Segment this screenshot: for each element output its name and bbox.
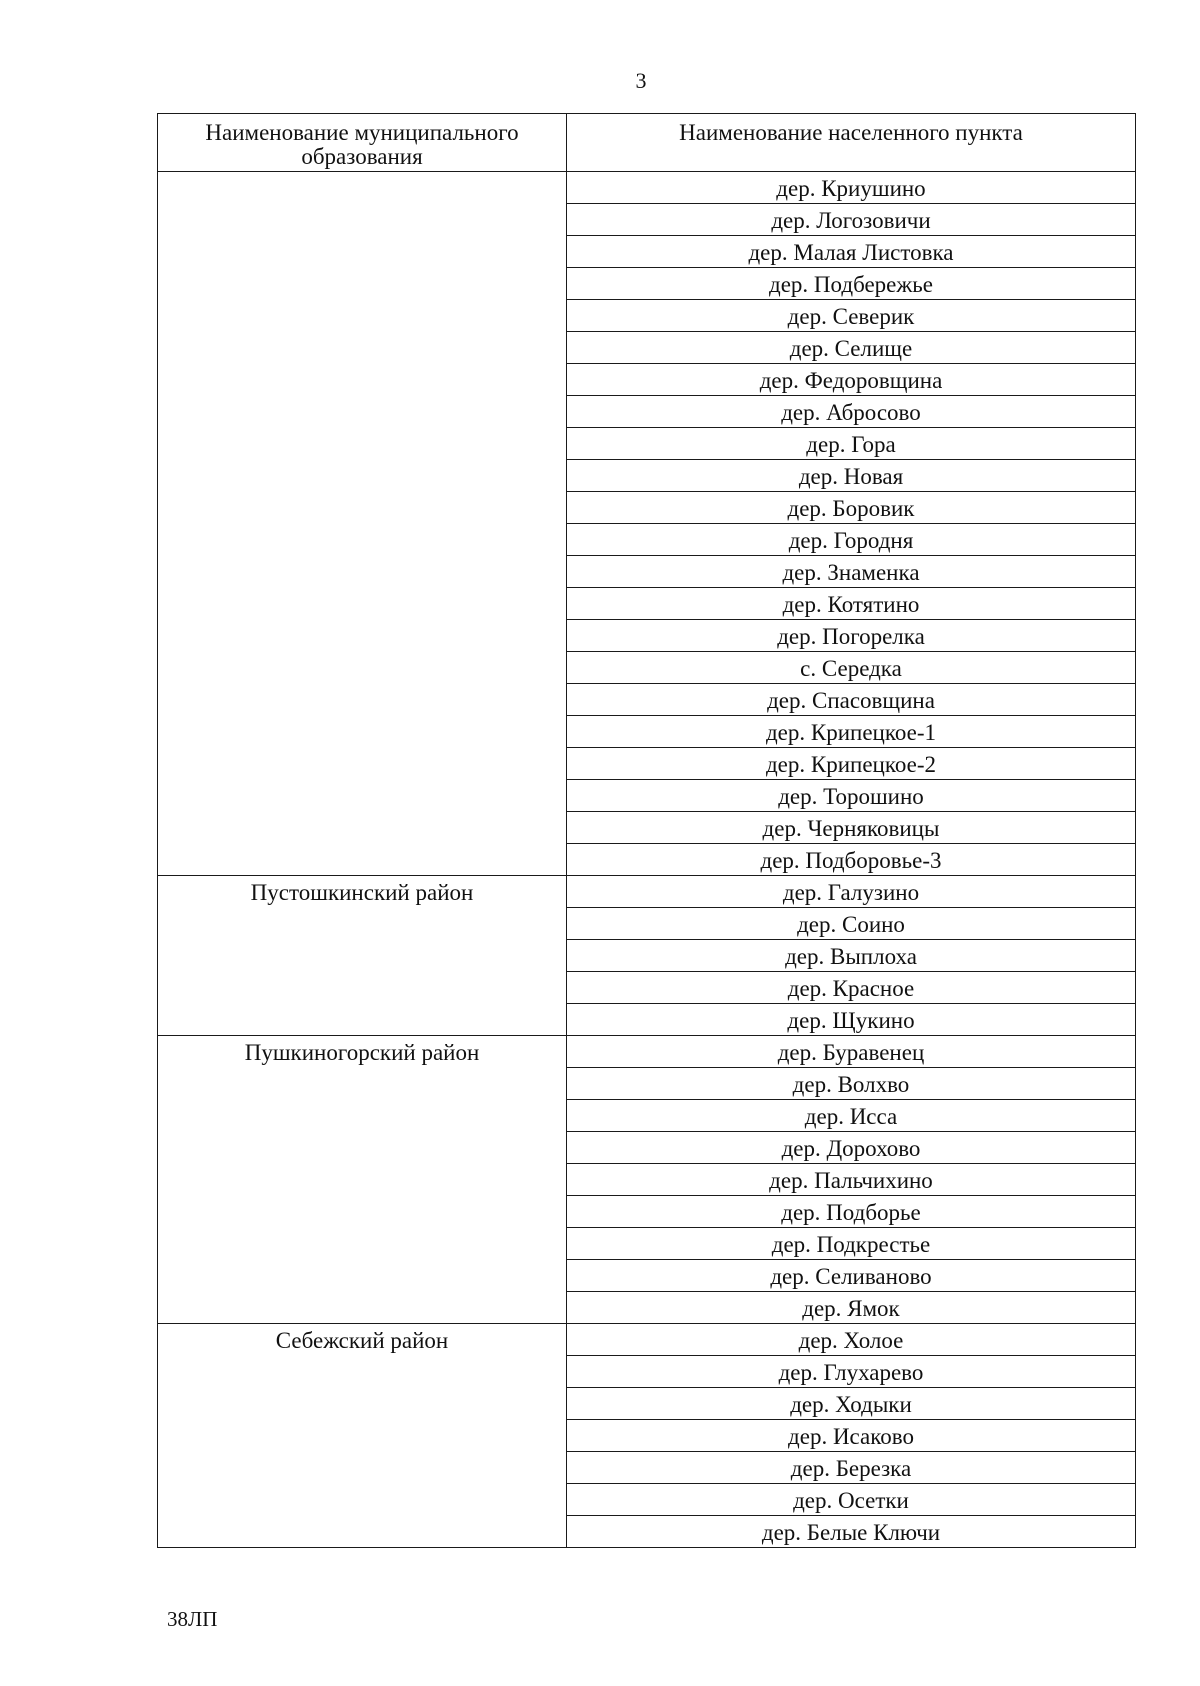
settlement-cell: дер. Боровик: [567, 492, 1136, 524]
settlement-cell: дер. Ходыки: [567, 1388, 1136, 1420]
settlement-cell: дер. Красное: [567, 972, 1136, 1004]
settlement-cell: дер. Исаково: [567, 1420, 1136, 1452]
settlement-cell: дер. Подборовье-3: [567, 844, 1136, 876]
settlement-cell: дер. Исса: [567, 1100, 1136, 1132]
header-municipality: Наименование муниципального образования: [158, 114, 567, 172]
settlement-cell: дер. Осетки: [567, 1484, 1136, 1516]
table-row: [158, 1324, 1136, 1356]
settlement-cell: дер. Гора: [567, 428, 1136, 460]
table-header-row: [158, 114, 1136, 172]
settlement-cell: дер. Малая Листовка: [567, 236, 1136, 268]
settlement-cell: дер. Новая: [567, 460, 1136, 492]
settlement-cell: дер. Дорохово: [567, 1132, 1136, 1164]
settlement-cell: дер. Криушино: [567, 172, 1136, 204]
settlement-cell: дер. Спасовщина: [567, 684, 1136, 716]
settlement-cell: дер. Черняковицы: [567, 812, 1136, 844]
municipality-cell: Себежский район: [158, 1324, 567, 1548]
settlement-cell: дер. Абросово: [567, 396, 1136, 428]
table-header: [158, 114, 1136, 172]
settlement-cell: дер. Селище: [567, 332, 1136, 364]
settlement-cell: дер. Погорелка: [567, 620, 1136, 652]
settlement-cell: дер. Федоровщина: [567, 364, 1136, 396]
settlement-cell: дер. Подкрестье: [567, 1228, 1136, 1260]
header-settlement: Наименование населенного пункта: [567, 114, 1136, 172]
municipality-cell: Пустошкинский район: [158, 876, 567, 1036]
settlement-cell: дер. Крипецкое-1: [567, 716, 1136, 748]
settlement-cell: дер. Щукино: [567, 1004, 1136, 1036]
settlements-table: [157, 113, 1136, 1548]
settlement-cell: дер. Котятино: [567, 588, 1136, 620]
settlement-cell: дер. Буравенец: [567, 1036, 1136, 1068]
settlement-cell: дер. Подбережье: [567, 268, 1136, 300]
settlement-cell: дер. Волхво: [567, 1068, 1136, 1100]
settlement-cell: дер. Соино: [567, 908, 1136, 940]
settlement-cell: дер. Белые Ключи: [567, 1516, 1136, 1548]
table-body: [158, 172, 1136, 1548]
page-number: 3: [635, 68, 647, 93]
settlement-cell: дер. Знаменка: [567, 556, 1136, 588]
settlement-cell: дер. Северик: [567, 300, 1136, 332]
municipality-cell: [158, 172, 567, 876]
settlement-cell: дер. Городня: [567, 524, 1136, 556]
settlement-cell: дер. Холое: [567, 1324, 1136, 1356]
settlement-cell: дер. Ямок: [567, 1292, 1136, 1324]
settlement-cell: с. Середка: [567, 652, 1136, 684]
municipality-cell: Пушкиногорский район: [158, 1036, 567, 1324]
table-row: [158, 172, 1136, 204]
settlement-cell: дер. Торошино: [567, 780, 1136, 812]
settlement-cell: дер. Глухарево: [567, 1356, 1136, 1388]
table-row: [158, 1036, 1136, 1068]
settlement-cell: дер. Выплоха: [567, 940, 1136, 972]
settlement-cell: дер. Галузино: [567, 876, 1136, 908]
table-row: [158, 876, 1136, 908]
document-code: 38ЛП: [167, 1607, 218, 1631]
settlement-cell: дер. Подборье: [567, 1196, 1136, 1228]
settlement-cell: дер. Логозовичи: [567, 204, 1136, 236]
settlement-cell: дер. Крипецкое-2: [567, 748, 1136, 780]
settlement-cell: дер. Селиваново: [567, 1260, 1136, 1292]
settlement-cell: дер. Березка: [567, 1452, 1136, 1484]
settlement-cell: дер. Пальчихино: [567, 1164, 1136, 1196]
